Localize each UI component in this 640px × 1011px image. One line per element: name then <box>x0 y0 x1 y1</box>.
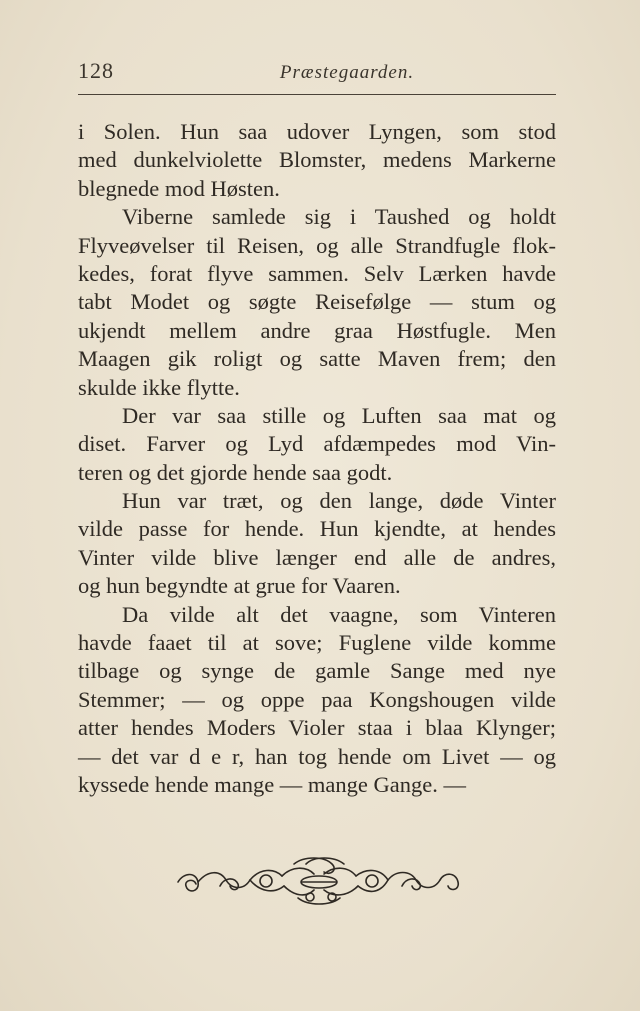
body-text <box>78 118 556 799</box>
page-number: 128 <box>78 58 114 83</box>
text-line: tilbage og synge de gamle Sange med nye <box>78 658 556 684</box>
text-line: med dunkelviolette Blomster, medens Markerne <box>78 147 556 173</box>
text-line: — det var d e r, han tog hende om Livet — og <box>78 743 556 769</box>
text-line: ukjendt mellem andre graa Høstfugle. Men <box>78 317 556 343</box>
text-line: Da vilde alt det vaagne, som Vinteren <box>122 601 556 627</box>
text-line: blegnede mod Høsten. <box>78 175 280 201</box>
book-page <box>78 0 556 1011</box>
text-line: teren og det gjorde hende saa godt. <box>78 459 393 485</box>
page-header <box>78 58 556 88</box>
text-line: kedes, forat flyve sammen. Selv Lærken havde <box>78 260 556 286</box>
text-line: Viberne samlede sig i Taushed og holdt <box>122 204 556 230</box>
decorative-scroll-ornament-icon <box>174 852 464 908</box>
text-line: diset. Farver og Lyd afdæmpedes mod Vin- <box>78 431 556 457</box>
text-line: Flyveøvelser til Reisen, og alle Strandfugle flok- <box>78 232 556 258</box>
text-line: Maagen gik roligt og satte Maven frem; den <box>78 346 556 372</box>
text-line: og hun begyndte at grue for Vaaren. <box>78 573 401 599</box>
text-line: Vinter vilde blive længer end alle de andres, <box>78 544 556 570</box>
text-line: Der var saa stille og Luften saa mat og <box>122 402 556 428</box>
text-line: havde faaet til at sove; Fuglene vilde komme <box>78 630 556 656</box>
text-line: atter hendes Moders Violer staa i blaa Klynger; <box>78 715 556 741</box>
text-line: vilde passe for hende. Hun kjendte, at hendes <box>78 516 556 542</box>
text-line: Hun var træt, og den lange, døde Vinter <box>122 488 556 514</box>
text-line: i Solen. Hun saa udover Lyngen, som stod <box>78 119 556 144</box>
text-line: Stemmer; — og oppe paa Kongshougen vilde <box>78 686 556 712</box>
text-line: skulde ikke flytte. <box>78 374 240 400</box>
header-rule <box>78 94 556 95</box>
text-line: kyssede hende mange — mange Gange. — <box>78 771 467 797</box>
text-line: tabt Modet og søgte Reisefølge — stum og <box>78 289 556 315</box>
running-title: Præstegaarden. <box>279 62 415 83</box>
